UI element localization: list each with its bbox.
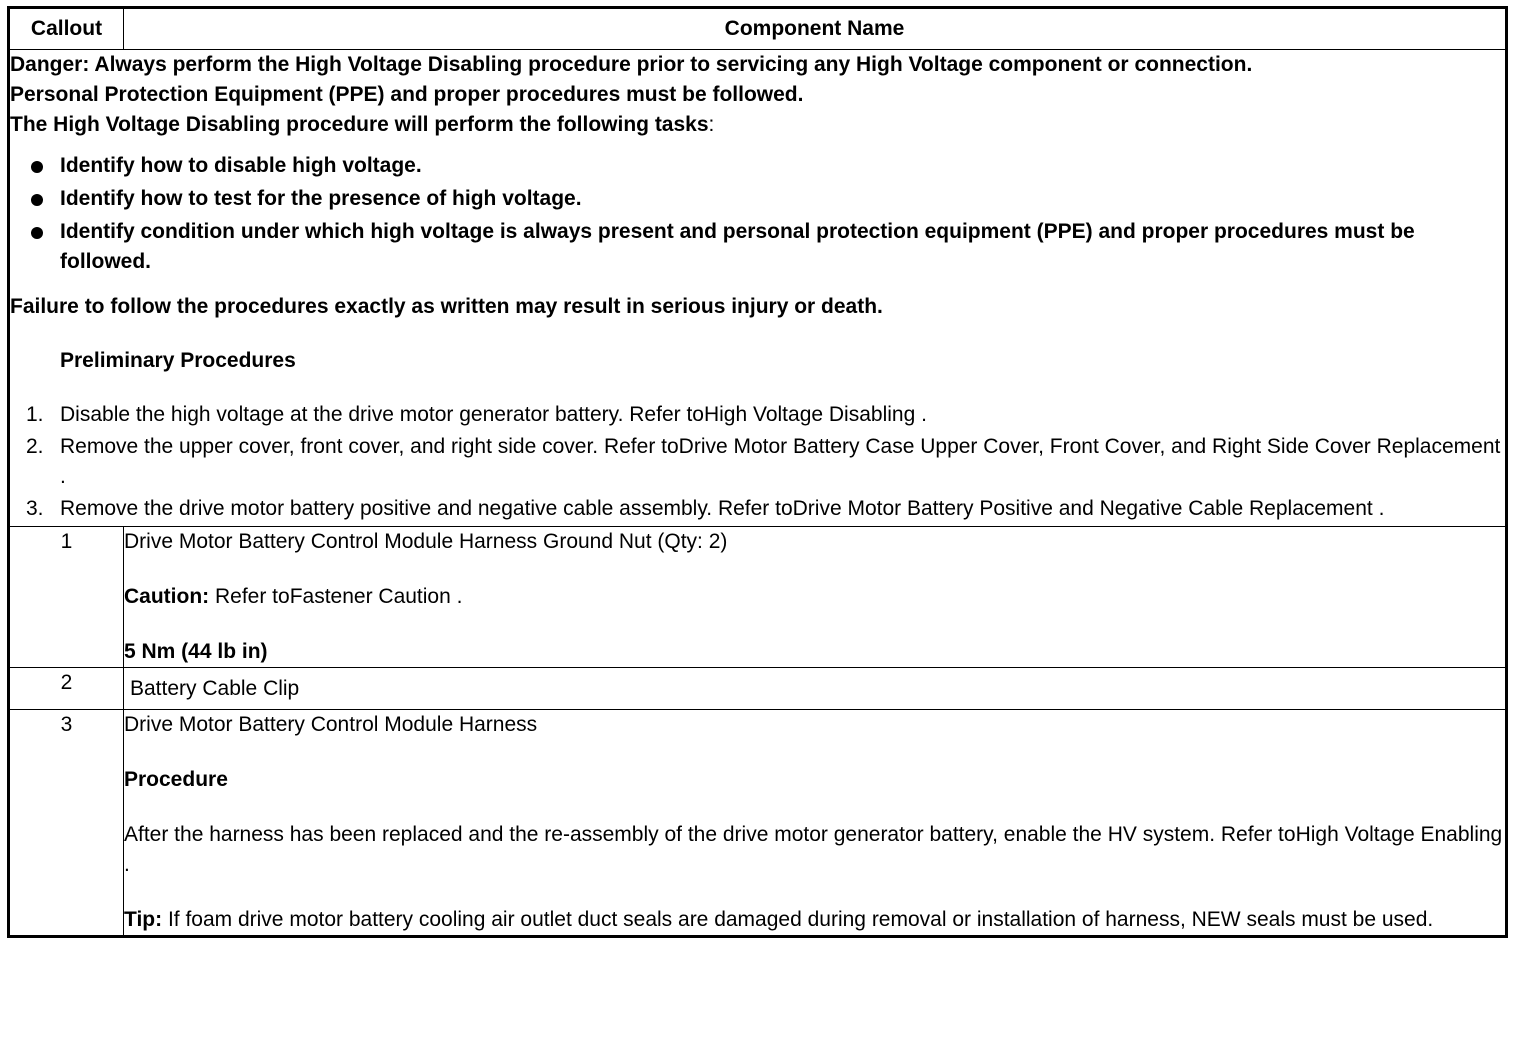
component-name: Drive Motor Battery Control Module Harness <box>124 713 538 736</box>
callout-header: Callout <box>9 8 124 50</box>
danger-line-3-colon: : <box>708 113 715 136</box>
danger-line-1: Danger: Always perform the High Voltage Disabling procedure prior to servicing any High Voltage component or connection. <box>10 53 1253 76</box>
preliminary-procedures-title: Preliminary Procedures <box>60 349 296 372</box>
danger-line-3-text: The High Voltage Disabling procedure will perform the following tasks <box>10 113 709 136</box>
component-name: Drive Motor Battery Control Module Harness Ground Nut (Qty: 2) <box>124 530 728 553</box>
table-row <box>9 527 1507 668</box>
danger-line-2: Personal Protection Equipment (PPE) and proper procedures must be followed. <box>10 83 804 106</box>
component-cell <box>124 668 1507 710</box>
task-list <box>10 151 1505 277</box>
danger-notice <box>9 50 1507 527</box>
tip-note <box>124 905 1505 935</box>
procedure-text: After the harness has been replaced and the re-assembly of the drive motor generator battery, enable the HV system. Refer toHigh Voltage Enabling . <box>124 823 1503 876</box>
caution-note <box>124 582 1505 612</box>
table-row <box>9 668 1507 710</box>
tip-text: If foam drive motor battery cooling air outlet duct seals are damaged during removal or installation of harness, NEW seals must be used. <box>162 908 1434 931</box>
caution-text: Refer toFastener Caution . <box>209 585 463 608</box>
component-name-header: Component Name <box>124 8 1507 50</box>
step-item <box>10 494 1505 524</box>
intro-row <box>9 50 1507 527</box>
list-item: Identify condition under which high voltage is always present and personal protection equipment (PPE) and proper procedures must be followed. <box>10 217 1505 277</box>
component-name: Battery Cable Clip <box>130 677 300 700</box>
step-number: 3. <box>26 497 44 520</box>
component-table <box>7 6 1508 938</box>
danger-line-3 <box>10 110 1505 140</box>
step-number: 1. <box>26 403 44 426</box>
caution-label: Caution: <box>124 585 210 608</box>
table-row <box>9 710 1507 937</box>
preliminary-steps <box>10 400 1505 524</box>
step-text: Remove the drive motor battery positive and negative cable assembly. Refer toDrive Motor Battery Positive and Negative Cable Replacement . <box>60 497 1385 520</box>
step-text: Disable the high voltage at the drive motor generator battery. Refer toHigh Voltage Disabling . <box>60 403 927 426</box>
component-cell <box>124 710 1507 937</box>
list-item: Identify how to test for the presence of high voltage. <box>10 184 1505 214</box>
torque-spec: 5 Nm (44 lb in) <box>124 640 268 663</box>
step-item <box>10 400 1505 430</box>
callout-cell: 2 <box>9 668 124 710</box>
step-item <box>10 432 1505 492</box>
callout-cell: 3 <box>9 710 124 937</box>
step-text: Remove the upper cover, front cover, and right side cover. Refer toDrive Motor Battery Case Upper Cover, Front Cover, and Right Side Cover Replacement . <box>60 435 1501 488</box>
failure-warning: Failure to follow the procedures exactly as written may result in serious injury or death. <box>10 295 883 318</box>
step-number: 2. <box>26 435 44 458</box>
list-item: Identify how to disable high voltage. <box>10 151 1505 181</box>
procedure-title: Procedure <box>124 768 228 791</box>
header-row <box>9 8 1507 50</box>
component-cell <box>124 527 1507 668</box>
callout-cell: 1 <box>9 527 124 668</box>
tip-label: Tip: <box>124 908 163 931</box>
